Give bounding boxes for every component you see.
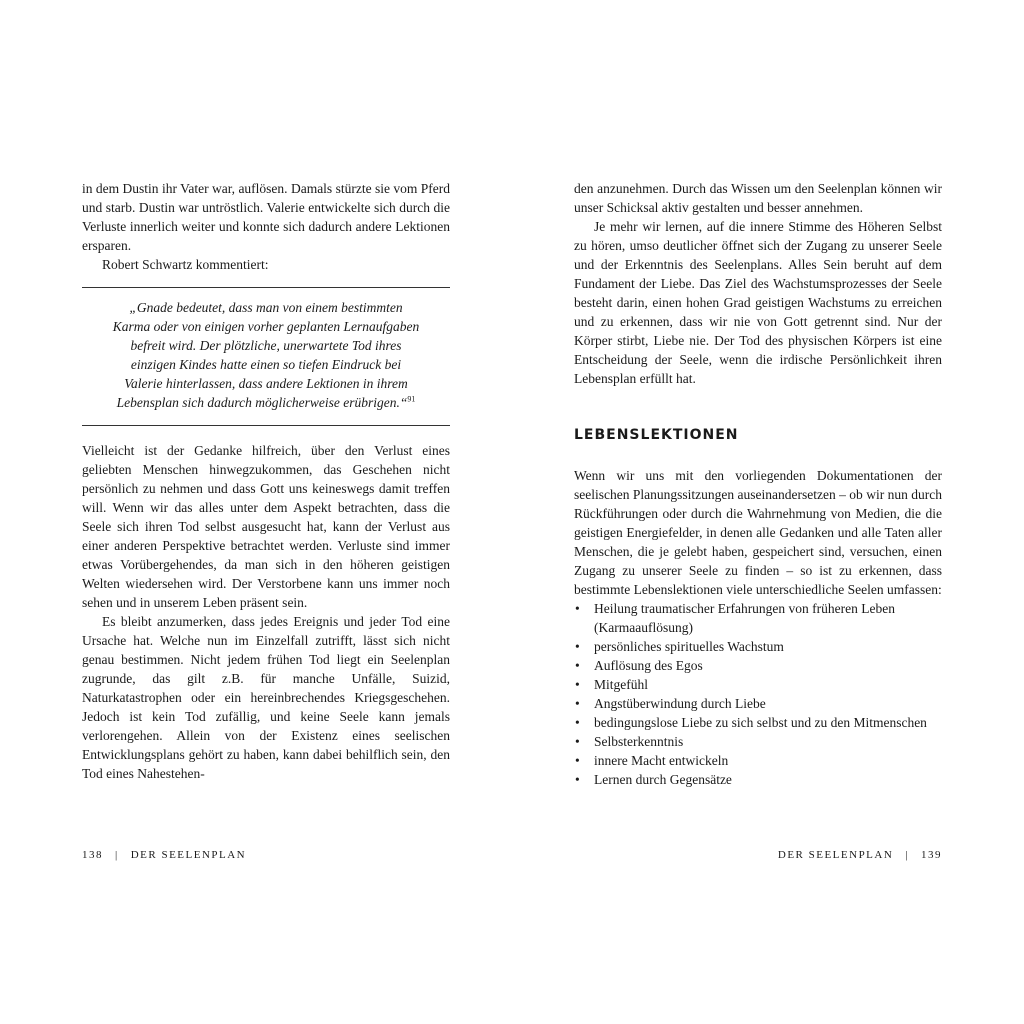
right-page-footer [778, 849, 942, 861]
bullet-icon: • [575, 658, 580, 673]
bullet-icon: • [575, 772, 580, 787]
bullet-icon: • [575, 677, 580, 692]
bullet-icon: • [575, 715, 580, 730]
block-quote [82, 287, 450, 426]
paragraph: Wenn wir uns mit den vorliegenden Dokumentationen der seelischen Planungssitzungen auseinandersetzen – ob wir nun durch Rückführungen oder durch die Wahrnehmung von Medien, die die geistigen Energiefelder, in denen alle Gedanken und alle Taten aller Menschen, die je gelebt haben, gespeichert sind, versuchen, einen Zugang zu unserer Seele zu finden – so ist zu erkennen, dass bestimmte Lebenslektionen viele unterschiedliche Seelen umfassen: [574, 468, 942, 597]
list-item-text: bedingungslose Liebe zu sich selbst und zu den Mitmenschen [594, 715, 927, 730]
quote-body [82, 298, 450, 412]
paragraph: Je mehr wir lernen, auf die innere Stimme des Höheren Selbst zu hören, umso deutlicher öffnet sich der Zugang zu unserer Seele und der Erkenntnis des Seelenplans. Alles Sein beruht auf dem Fundament der Liebe. Das Ziel des Wachstumsprozesses der Seele besteht darin, einen hohen Grad geistigen Wachstums zu erreichen und zu erkennen, dass wir nie von Gott getrennt sind. Nur der Körper stirbt, Liebe nie. Der Tod des physischen Körpers ist eine Entscheidung der Seele, wenn die irdische Persönlichkeit ihren Lebensplan erfüllt hat. [574, 219, 942, 386]
quote-text: „Gnade bedeutet, dass man von einem bestimmten Karma oder von einigen vorher geplanten Lernaufgaben befreit wird. Der plötzliche, unerwartete Tod ihres einzigen Kindes hatte einen so tiefen Eindruck bei Valerie hinterlassen, dass andere Lektionen in ihrem Lebensplan sich dadurch möglicherweise erübrigen.“ [112, 300, 420, 410]
list-item-text: Auflösung des Egos [594, 658, 703, 673]
list-item [574, 751, 942, 770]
paragraph: Robert Schwartz kommentiert: [102, 257, 269, 272]
left-page-text [82, 179, 450, 783]
right-page-text [574, 179, 942, 789]
footer-separator: | [905, 849, 909, 861]
list-item-text: Mitgefühl [594, 677, 648, 692]
footer-separator: | [115, 849, 119, 861]
list-item-text: innere Macht entwickeln [594, 753, 729, 768]
list-item [574, 656, 942, 675]
list-item [574, 637, 942, 656]
paragraph: Es bleibt anzumerken, dass jedes Ereignis und jeder Tod eine Ursache hat. Welche nun im Einzelfall zutrifft, lässt sich nicht genau bestimmen. Nicht jedem frühen Tod liegt ein Seelenplan zugrunde, das gilt z.B. für manche Unfälle, Suizid, Naturkatastrophen oder ein hereinbrechendes Kriegsgeschehen. Jedoch ist kein Tod zufällig, und keine Seele kann jemals verlorengehen. Allein von der Existenz eines seelischen Entwicklungsplans gehört zu haben, kann dabei behilflich sein, den Tod eines Nahestehen- [82, 614, 450, 781]
list-item [574, 770, 942, 789]
paragraph: in dem Dustin ihr Vater war, auflösen. Damals stürzte sie vom Pferd und starb. Dustin war untröstlich. Valerie entwickelte sich durch die Verluste innerlich weiter und konnte sich dadurch andere Lektionen ersparen. [82, 181, 450, 253]
lessons-list [574, 599, 942, 789]
list-item-text: Lernen durch Gegensätze [594, 772, 732, 787]
page-number: 138 [82, 849, 103, 861]
paragraph: Vielleicht ist der Gedanke hilfreich, über den Verlust eines geliebten Menschen hinwegzukommen, das Geschehen nicht persönlich zu nehmen und dass Gott uns keineswegs damit treffen will. Wenn wir das alles unter dem Aspekt betrachten, dass die Seele sich ihren Tod selbst ausgesucht hat, kann der Verlust aus einer anderen Perspektive betrachtet werden. Verluste sind immer etwas Vorübergehendes, da man sich in den höheren geistigen Welten wiedersehen wird. Der Verstorbene kann uns immer noch sehen und in unserem Leben präsent sein. [82, 443, 450, 610]
bullet-icon: • [575, 734, 580, 749]
running-title: DER SEELENPLAN [130, 849, 247, 861]
list-item [574, 694, 942, 713]
list-item-text: Selbsterkenntnis [594, 734, 684, 749]
page-number: 139 [921, 849, 942, 861]
bullet-icon: • [575, 753, 580, 768]
bullet-icon: • [575, 696, 580, 711]
list-item [574, 599, 942, 637]
list-item-text: persönliches spirituelles Wachstum [594, 639, 784, 654]
running-title: DER SEELENPLAN [777, 849, 894, 861]
left-page-footer [82, 849, 246, 861]
footnote-marker: 91 [407, 394, 416, 404]
paragraph: den anzunehmen. Durch das Wissen um den Seelenplan können wir unser Schicksal aktiv gestalten und besser annehmen. [574, 181, 942, 215]
list-item [574, 713, 942, 732]
right-page [574, 0, 942, 1024]
bullet-icon: • [575, 639, 580, 654]
list-item [574, 732, 942, 751]
list-item [574, 675, 942, 694]
list-item-text: Heilung traumatischer Erfahrungen von früheren Leben (Karmaauflösung) [594, 601, 896, 635]
list-item-text: Angstüberwindung durch Liebe [594, 696, 766, 711]
bullet-icon: • [575, 601, 580, 616]
left-page [82, 0, 450, 1024]
section-heading: LEBENSLEKTIONEN [574, 427, 739, 443]
